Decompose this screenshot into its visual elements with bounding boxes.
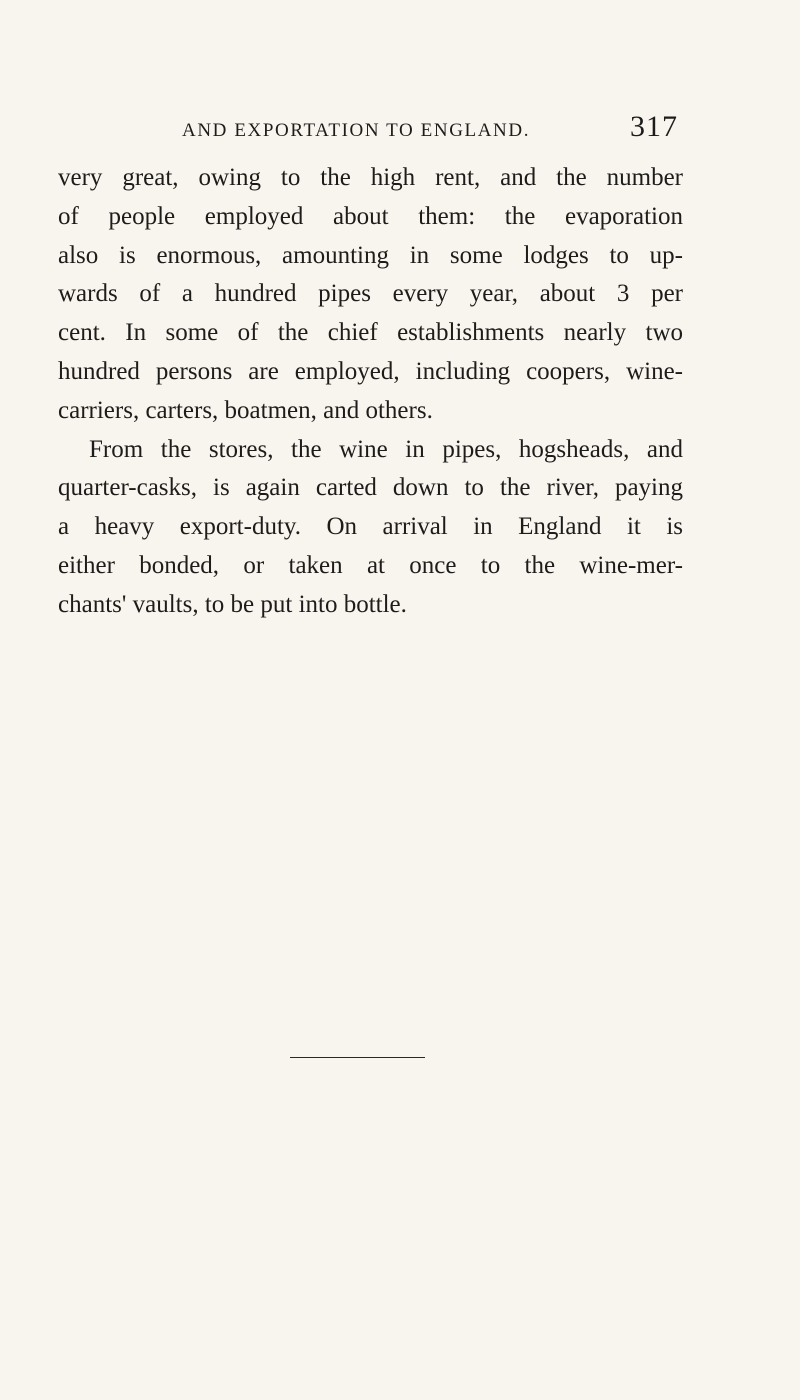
paragraph (58, 159, 683, 431)
text-line: either bonded, or taken at once to the wine-mer- (58, 551, 683, 579)
running-head (182, 112, 678, 152)
text-line: wards of a hundred pipes every year, about 3 per (58, 280, 683, 308)
text-line: of people employed about them: the evaporation (58, 202, 683, 230)
text-line: chants' vaults, to be put into bottle. (58, 590, 407, 618)
section-divider-rule (290, 1057, 425, 1058)
text-line: also is enormous, amounting in some lodges to up- (58, 241, 683, 269)
page-number: 317 (630, 110, 678, 143)
text-line: a heavy export-duty. On arrival in England it is (58, 513, 683, 541)
text-line: quarter-casks, is again carted down to the river, paying (58, 474, 683, 502)
text-line: very great, owing to the high rent, and the number (58, 164, 683, 191)
text-line: From the stores, the wine in pipes, hogsheads, and (89, 435, 683, 463)
paragraph (58, 431, 683, 625)
text-line: hundred persons are employed, including coopers, wine- (58, 357, 683, 385)
running-title: AND EXPORTATION TO ENGLAND. (182, 120, 531, 141)
body-text (58, 159, 683, 625)
text-line: carriers, carters, boatmen, and others. (58, 396, 433, 424)
text-line: cent. In some of the chief establishments nearly two (58, 319, 683, 347)
